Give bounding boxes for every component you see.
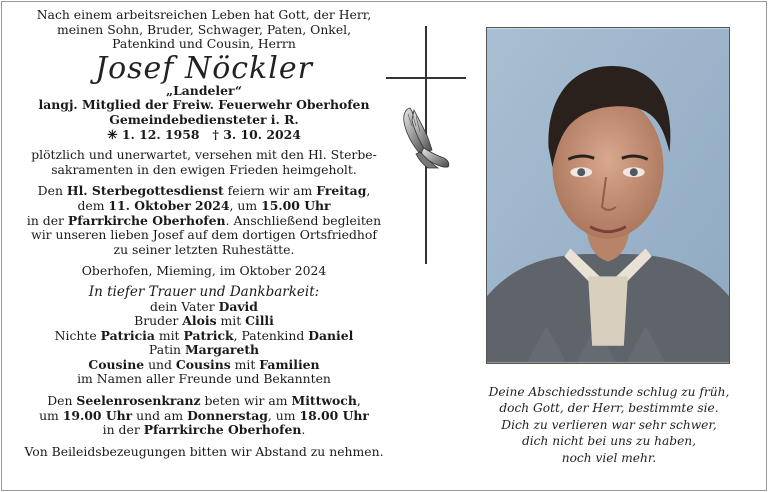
- life-dates: [14, 128, 394, 143]
- passing-line: plötzlich und unerwartet, versehen mit den Hl. Sterbe-: [31, 147, 377, 163]
- cross-bar: [386, 77, 466, 79]
- memorial-poem: [468, 384, 750, 466]
- intro-line: Nach einem arbeitsreichen Leben hat Gott, der Herr,: [36, 7, 372, 22]
- mourner-line: Patin Margareth: [148, 342, 260, 358]
- obituary-text: [14, 8, 394, 459]
- mourner-line: dein Vater David: [150, 298, 258, 314]
- poem-line: doch Gott, der Herr, bestimmte sie.: [499, 401, 719, 416]
- poem-line: dich nicht bei uns zu haben,: [521, 434, 697, 449]
- deceased-name: Josef Nöckler: [95, 50, 313, 86]
- funeral-line: zu seiner letzten Ruhestätte.: [113, 241, 295, 257]
- rosary-line: um 19.00 Uhr und am Donnerstag, um 18.00 Uhr: [39, 407, 369, 423]
- mourning-heading: In tiefer Trauer und Dankbarkeit:: [88, 283, 320, 300]
- portrait-photo: [486, 27, 730, 364]
- rosary-line: in der Pfarrkirche Oberhofen.: [102, 422, 306, 438]
- funeral-line: dem 11. Oktober 2024, um 15.00 Uhr: [77, 197, 331, 213]
- funeral-line: Den Hl. Sterbegottesdienst feiern wir am Freitag,: [37, 183, 371, 199]
- rosary-line: Den Seelenrosenkranz beten wir am Mittwoch,: [47, 393, 361, 409]
- place-date: Oberhofen, Mieming, im Oktober 2024: [81, 263, 327, 279]
- nickname: „Landeler“: [165, 82, 243, 98]
- mourner-line: Bruder Alois mit Cilli: [134, 313, 274, 329]
- closing-note: Von Beileidsbezeugungen bitten wir Abstand zu nehmen.: [24, 443, 384, 459]
- praying-hands-icon: [398, 104, 454, 170]
- poem-line: Dich zu verlieren war sehr schwer,: [501, 417, 717, 432]
- intro-line: Patenkind und Cousin, Herrn: [112, 36, 296, 52]
- funeral-line: wir unseren lieben Josef auf dem dortigen Ortsfriedhof: [31, 227, 377, 243]
- poem-line: Deine Abschiedsstunde schlug zu früh,: [488, 385, 730, 399]
- poem-line: noch viel mehr.: [561, 450, 657, 465]
- mourner-line: im Namen aller Freunde und Bekannten: [77, 371, 331, 387]
- mourner-line: Cousine und Cousins mit Familien: [88, 356, 320, 372]
- death-date: † 3. 10. 2024: [212, 126, 301, 142]
- role-line: Gemeindebediensteter i. R.: [109, 111, 299, 127]
- intro-line: meinen Sohn, Bruder, Schwager, Paten, Onkel,: [56, 21, 352, 37]
- mourner-line: Nichte Patricia mit Patrick, Patenkind Daniel: [54, 327, 354, 343]
- birth-date: ✳ 1. 12. 1958: [107, 126, 200, 142]
- funeral-line: in der Pfarrkirche Oberhofen. Anschließend begleiten: [26, 212, 382, 228]
- role-line: langj. Mitglied der Freiw. Feuerwehr Oberhofen: [38, 97, 370, 113]
- passing-line: sakramenten in den ewigen Frieden heimgeholt.: [51, 161, 357, 177]
